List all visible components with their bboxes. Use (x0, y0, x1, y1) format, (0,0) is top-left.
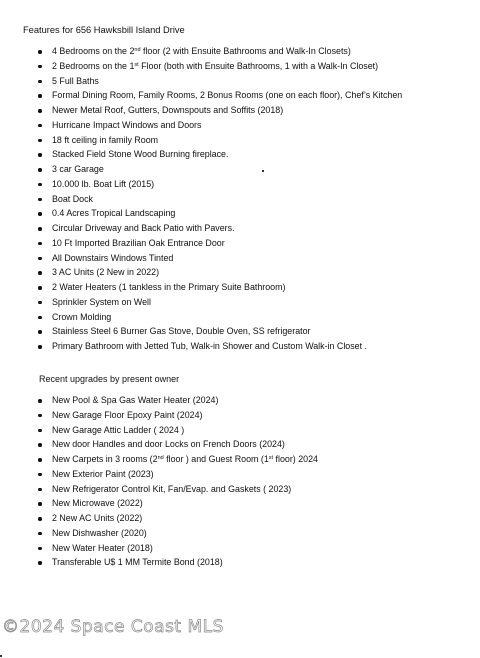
text-part: 4 Bedrooms on the 2 (52, 46, 135, 56)
bullet-icon (38, 561, 42, 565)
feature-item-text (52, 280, 285, 295)
bullet-icon (38, 429, 42, 433)
upgrade-item-text (52, 452, 318, 467)
text-part: 2 Water Heaters (1 tankless in the Primary Suite Bathroom) (52, 282, 286, 292)
feature-item-text (52, 147, 228, 162)
scan-mark (0, 655, 2, 657)
bullet-icon (38, 227, 42, 231)
text-part: floor ) and Guest Room (1 (163, 454, 269, 464)
text-part: 2 New AC Units (2022) (52, 513, 143, 523)
feature-item-text (52, 206, 175, 221)
text-part: Hurricane Impact Windows and Doors (52, 119, 202, 130)
feature-item-text (52, 162, 104, 177)
bullet-icon (38, 124, 42, 128)
bullet-icon (38, 330, 42, 334)
feature-item-text (52, 295, 151, 310)
upgrade-item-text (52, 526, 147, 541)
bullet-icon (38, 473, 42, 477)
upgrades-heading: Recent upgrades by present owner (39, 374, 180, 384)
text-part: 10.000 lb. Boat Lift (2015) (52, 178, 155, 189)
bullet-icon (38, 80, 42, 84)
bullet-icon (38, 443, 42, 447)
upgrade-item-text (52, 555, 223, 570)
text-part: 5 Full Baths (52, 75, 99, 86)
ordinal-suffix: st (134, 61, 139, 68)
feature-item-text (52, 236, 225, 251)
feature-item-text (52, 88, 402, 103)
bullet-icon (38, 183, 42, 187)
document-title: Features for 656 Hawksbill Island Drive (23, 25, 185, 35)
bullet-icon (38, 242, 42, 246)
text-part: Transferable U$ 1 MM Termite Bond (2018) (52, 557, 223, 568)
scan-mark (262, 170, 264, 172)
feature-item-text (52, 339, 367, 354)
text-part: All Downstairs Windows Tinted (52, 252, 174, 263)
text-part: Circular Driveway and Back Patio with Pavers. (52, 223, 235, 233)
bullet-icon (38, 517, 42, 521)
upgrade-item-text (52, 496, 143, 511)
bullet-icon (38, 399, 42, 403)
feature-item-text (52, 118, 201, 133)
bullet-icon (38, 65, 42, 69)
text-part: New Carpets in 3 rooms (2 (52, 454, 158, 464)
bullet-icon (38, 139, 42, 143)
bullet-icon (38, 198, 42, 202)
bullet-icon (38, 547, 42, 551)
bullet-icon (38, 301, 42, 305)
bullet-icon (38, 50, 42, 54)
text-part: Floor (both with Ensuite Bathrooms, 1 with a Walk-In Closet) (138, 60, 379, 71)
bullet-icon (38, 488, 42, 492)
text-part: 2 Bedrooms on the 1 (52, 60, 135, 71)
text-part: Stacked Field Stone Wood Burning fireplace. (52, 149, 229, 160)
feature-item-text (52, 44, 351, 59)
ordinal-suffix: nd (134, 47, 141, 53)
upgrade-item-text (52, 511, 142, 526)
text-part: floor (2 with Ensuite Bathrooms and Walk-In Closets) (140, 46, 351, 56)
text-part: Crown Molding (52, 311, 112, 322)
feature-item-text (52, 74, 99, 89)
bullet-icon (38, 345, 42, 349)
bullet-icon (38, 532, 42, 536)
upgrade-item-text (52, 437, 285, 452)
text-part: Sprinkler System on Well (52, 296, 151, 307)
upgrade-item-text (52, 393, 218, 408)
bullet-icon (38, 94, 42, 98)
feature-item-text (52, 103, 283, 118)
feature-item-text (52, 59, 378, 74)
text-part: New Garage Attic Ladder ( 2024 ) (52, 424, 185, 435)
bullet-icon (38, 168, 42, 172)
feature-item-text (52, 251, 173, 266)
bullet-icon (38, 316, 42, 320)
text-part: 18 ft ceiling in family Room (52, 134, 159, 145)
text-part: Primary Bathroom with Jetted Tub, Walk-in Shower and Custom Walk-in Closet . (52, 341, 368, 351)
feature-item-text (52, 133, 158, 148)
text-part: New Refrigerator Control Kit, Fan/Evap. and Gaskets ( 2023) (52, 483, 292, 494)
text-part: 3 AC Units (2 New in 2022) (52, 267, 160, 278)
text-part: New Pool & Spa Gas Water Heater (2024) (52, 395, 219, 405)
text-part: Stainless Steel 6 Burner Gas Stove, Double Oven, SS refrigerator (52, 326, 311, 337)
text-part: New Water Heater (2018) (52, 542, 153, 553)
text-part: Boat Dock (52, 193, 93, 204)
text-part: New Exterior Paint (2023) (52, 468, 154, 479)
bullet-icon (38, 286, 42, 290)
feature-item-text (52, 265, 159, 280)
upgrade-item-text (52, 482, 291, 497)
upgrade-item-text (52, 408, 202, 423)
bullet-icon (38, 458, 42, 462)
feature-item-text (52, 324, 311, 339)
text-part: New Microwave (2022) (52, 498, 143, 509)
text-part: Newer Metal Roof, Gutters, Downspouts and Soffits (2018) (52, 105, 284, 115)
watermark: ©2024 Space Coast MLS (2, 617, 224, 637)
upgrade-item-text (52, 541, 153, 556)
text-part: 0.4 Acres Tropical Landscaping (52, 208, 176, 219)
bullet-icon (38, 153, 42, 157)
text-part: Formal Dining Room, Family Rooms, 2 Bonus Rooms (one on each floor), Chef’s Kitchen (52, 90, 403, 101)
text-part: floor) 2024 (273, 454, 318, 464)
feature-item-text (52, 192, 93, 207)
bullet-icon (38, 257, 42, 261)
upgrade-item-text (52, 467, 154, 482)
text-part: 10 Ft Imported Brazilian Oak Entrance Door (52, 237, 225, 248)
text-part: New Garage Floor Epoxy Paint (2024) (52, 409, 203, 420)
ordinal-suffix: st (268, 455, 274, 461)
text-part: New Dishwasher (2020) (52, 527, 147, 538)
feature-item-text (52, 221, 235, 236)
bullet-icon (38, 109, 42, 113)
bullet-icon (38, 502, 42, 506)
feature-item-text (52, 310, 111, 325)
bullet-icon (38, 414, 42, 418)
feature-item-text (52, 177, 154, 192)
ordinal-suffix: nd (157, 455, 164, 461)
bullet-icon (38, 212, 42, 216)
text-part: New door Handles and door Locks on French Doors (2024) (52, 439, 285, 450)
upgrade-item-text (52, 423, 184, 438)
text-part: 3 car Garage (52, 164, 104, 174)
bullet-icon (38, 271, 42, 275)
